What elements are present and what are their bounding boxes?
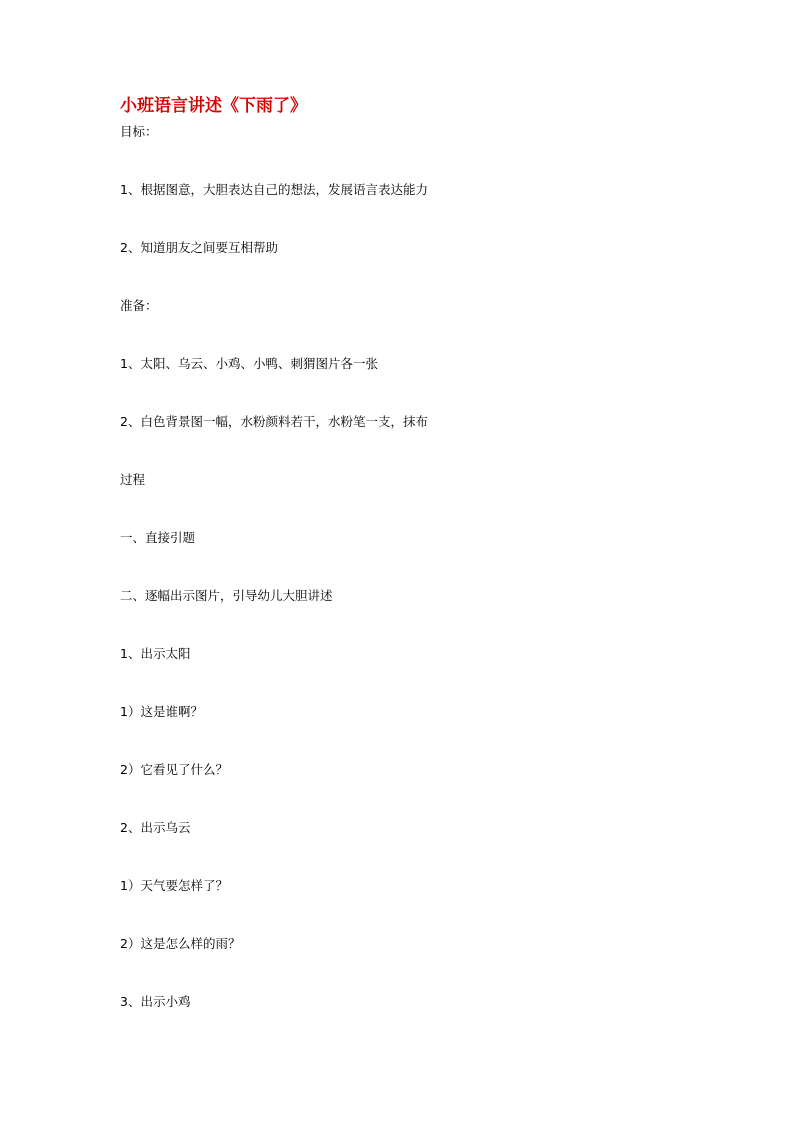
- section-heading-preparation: 准备：: [120, 298, 158, 313]
- question-line: 1）这是谁啊？: [120, 704, 203, 719]
- question-line: 1）天气要怎样了？: [120, 878, 228, 893]
- preparation-item-2: 2、白色背景图一幅，水粉颜料若干，水粉笔一支，抹布: [120, 414, 428, 429]
- process-substep-chick: 3、出示小鸡: [120, 994, 191, 1009]
- process-step-2: 二、逐幅出示图片，引导幼儿大胆讲述: [120, 588, 333, 603]
- document-title: 小班语言讲述《下雨了》: [120, 96, 307, 116]
- goal-item-2: 2、知道朋友之间要互相帮助: [120, 240, 278, 255]
- question-line: 2）它看见了什么？: [120, 762, 228, 777]
- question-line: 2）这是怎么样的雨？: [120, 936, 241, 951]
- section-heading-goals: 目标：: [120, 124, 158, 139]
- goal-item-1: 1、根据图意，大胆表达自己的想法，发展语言表达能力: [120, 182, 428, 197]
- process-substep-sun: 1、出示太阳: [120, 646, 191, 661]
- process-step-1: 一、直接引题: [120, 530, 196, 545]
- section-heading-process: 过程: [120, 472, 146, 487]
- process-substep-cloud: 2、出示乌云: [120, 820, 191, 835]
- preparation-item-1: 1、太阳、乌云、小鸡、小鸭、刺猬图片各一张: [120, 356, 378, 371]
